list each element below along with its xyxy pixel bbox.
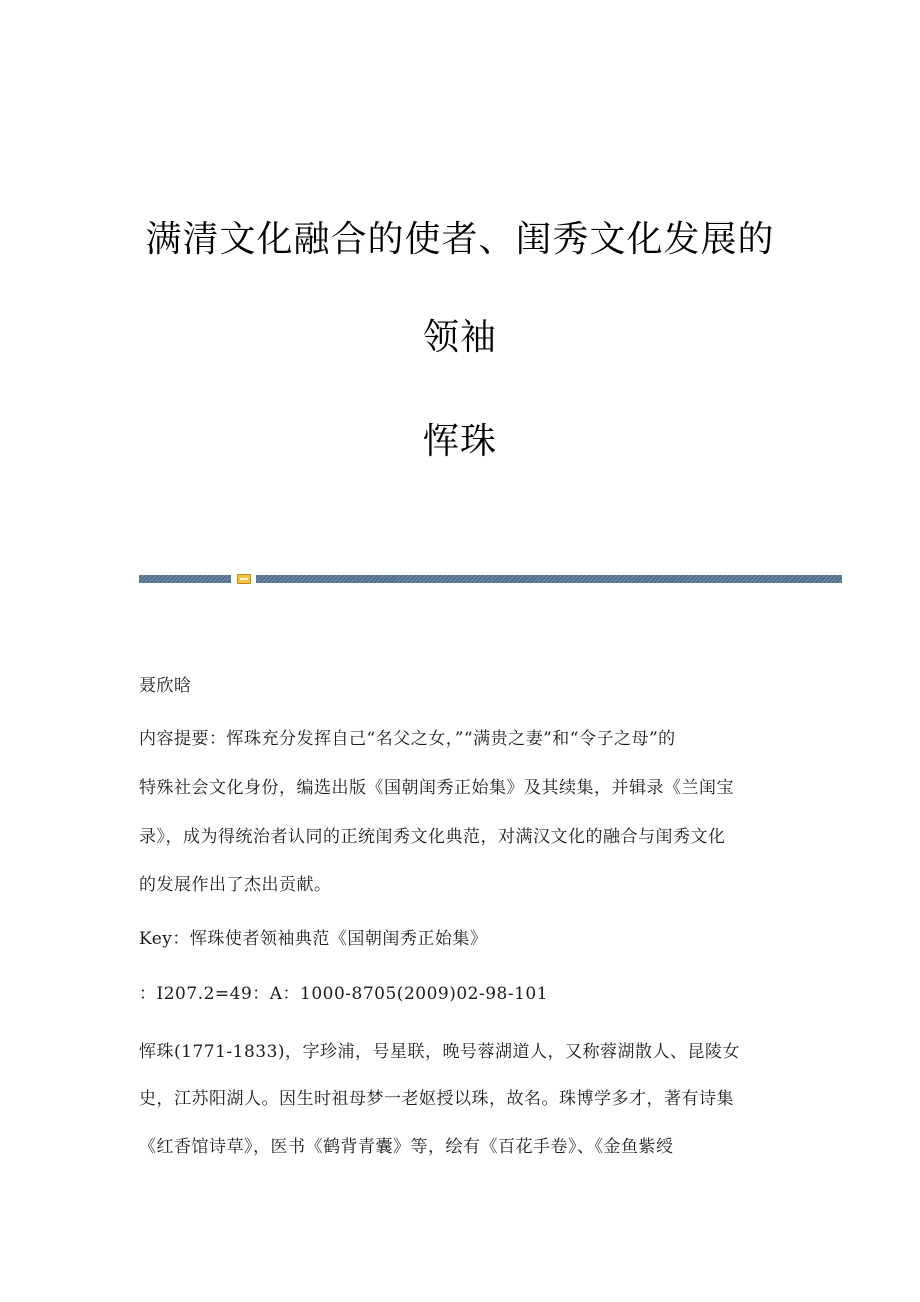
keywords: Key：恽珠使者领袖典范《国朝闺秀正始集》 xyxy=(139,929,488,949)
body-line-3: 《红香馆诗草》，医书《鹤背青囊》等，绘有《百花手卷》、《金鱼紫绶 xyxy=(139,1137,674,1157)
divider-bar-right xyxy=(256,575,842,583)
body-line-1: 恽珠(1771-1833)，字珍浦，号星联，晚号蓉湖道人，又称蓉湖散人、昆陵女 xyxy=(139,1042,741,1062)
title-divider xyxy=(139,574,842,584)
abstract-line-3: 录》，成为得统治者认同的正统闺秀文化典范，对满汉文化的融合与闺秀文化 xyxy=(139,827,726,847)
body-line-2: 史，江苏阳湖人。因生时祖母梦一老妪授以珠，故名。珠博学多才，著有诗集 xyxy=(139,1089,734,1109)
title-line-2: 领袖 xyxy=(422,317,497,358)
abstract-line-1: 内容提要：恽珠充分发挥自己“名父之女，”“满贵之妻”和“令子之母”的 xyxy=(139,729,676,749)
classification-info: ：I207.2=49：A：1000-8705(2009)02-98-101 xyxy=(139,984,549,1004)
abstract-line-2: 特殊社会文化身份，编选出版《国朝闺秀正始集》及其续集，并辑录《兰闺宝 xyxy=(139,778,734,798)
divider-bar-left xyxy=(139,575,231,583)
author-name: 聂欣晗 xyxy=(139,676,192,696)
abstract-line-4: 的发展作出了杰出贡献。 xyxy=(139,875,332,895)
title-line-3: 恽珠 xyxy=(422,421,497,462)
title-line-1: 满清文化融合的使者、闺秀文化发展的 xyxy=(145,219,775,260)
envelope-icon xyxy=(237,574,251,584)
